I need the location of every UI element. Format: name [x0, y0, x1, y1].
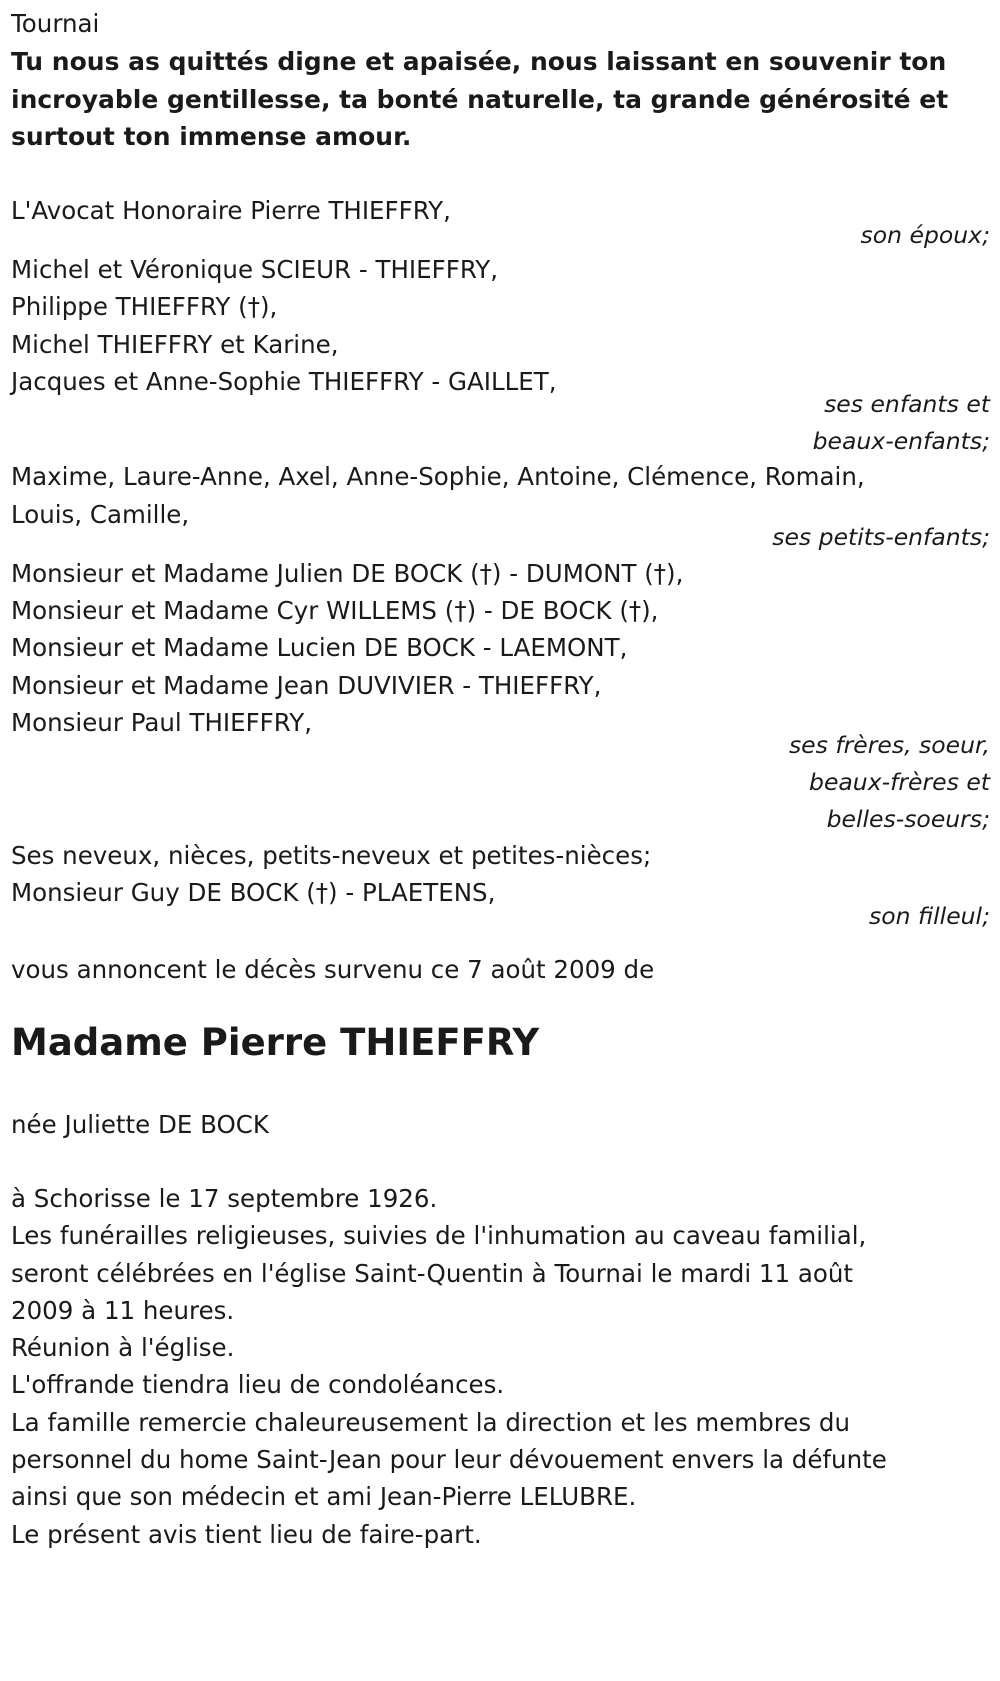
details-line: à Schorisse le 17 septembre 1926. [11, 1184, 438, 1213]
siblings-role: ses frères, soeur, [788, 731, 990, 759]
details-line: Réunion à l'église. [11, 1333, 235, 1362]
details-line: personnel du home Saint-Jean pour leur dévouement envers la défunte [11, 1445, 887, 1474]
child-name: Michel THIEFFRY et Karine, [11, 330, 339, 359]
nephews-line: Ses neveux, nièces, petits-neveux et petites-nièces; [11, 841, 652, 870]
children-role: beaux-enfants; [812, 427, 990, 455]
announcement: vous annoncent le décès survenu ce 7 août 2009 de [11, 955, 655, 984]
epitaph-line: Tu nous as quittés digne et apaisée, nous laissant en souvenir ton [11, 47, 947, 76]
details-line: La famille remercie chaleureusement la direction et les membres du [11, 1408, 850, 1437]
grandchildren-names: Maxime, Laure-Anne, Axel, Anne-Sophie, Antoine, Clémence, Romain, [11, 462, 865, 491]
godson-name: Monsieur Guy DE BOCK (†) - PLAETENS, [11, 878, 496, 907]
details-line: L'offrande tiendra lieu de condoléances. [11, 1370, 505, 1399]
children-role: ses enfants et [824, 390, 990, 418]
epitaph-line: incroyable gentillesse, ta bonté naturelle, ta grande générosité et [11, 85, 949, 114]
grandchildren-names: Louis, Camille, [11, 500, 190, 529]
details-line: Les funérailles religieuses, suivies de l'inhumation au caveau familial, [11, 1221, 867, 1250]
details-line: seront célébrées en l'église Saint-Quentin à Tournai le mardi 11 août [11, 1259, 854, 1288]
birth-name: née Juliette DE BOCK [11, 1110, 269, 1139]
details-line: ainsi que son médecin et ami Jean-Pierre LELUBRE. [11, 1482, 637, 1511]
details-line: 2009 à 11 heures. [11, 1296, 235, 1325]
spouse-name: L'Avocat Honoraire Pierre THIEFFRY, [11, 196, 451, 225]
siblings-role: belles-soeurs; [826, 805, 990, 833]
sibling-name: Monsieur et Madame Julien DE BOCK (†) - DUMONT (†), [11, 559, 684, 588]
sibling-name: Monsieur Paul THIEFFRY, [11, 708, 312, 737]
deceased-name: Madame Pierre THIEFFRY [11, 1021, 540, 1064]
epitaph-line: surtout ton immense amour. [11, 122, 412, 151]
godson-role: son filleul; [868, 902, 990, 930]
siblings-role: beaux-frères et [809, 768, 990, 796]
sibling-name: Monsieur et Madame Cyr WILLEMS (†) - DE BOCK (†), [11, 596, 659, 625]
sibling-name: Monsieur et Madame Jean DUVIVIER - THIEFFRY, [11, 671, 602, 700]
sibling-name: Monsieur et Madame Lucien DE BOCK - LAEMONT, [11, 633, 628, 662]
location: Tournai [11, 9, 100, 38]
grandchildren-role: ses petits-enfants; [772, 523, 990, 551]
spouse-role: son époux; [860, 221, 990, 249]
child-name: Jacques et Anne-Sophie THIEFFRY - GAILLET, [11, 367, 557, 396]
details-line: Le présent avis tient lieu de faire-part. [11, 1520, 482, 1549]
child-name: Michel et Véronique SCIEUR - THIEFFRY, [11, 255, 499, 284]
child-name: Philippe THIEFFRY (†), [11, 292, 278, 321]
